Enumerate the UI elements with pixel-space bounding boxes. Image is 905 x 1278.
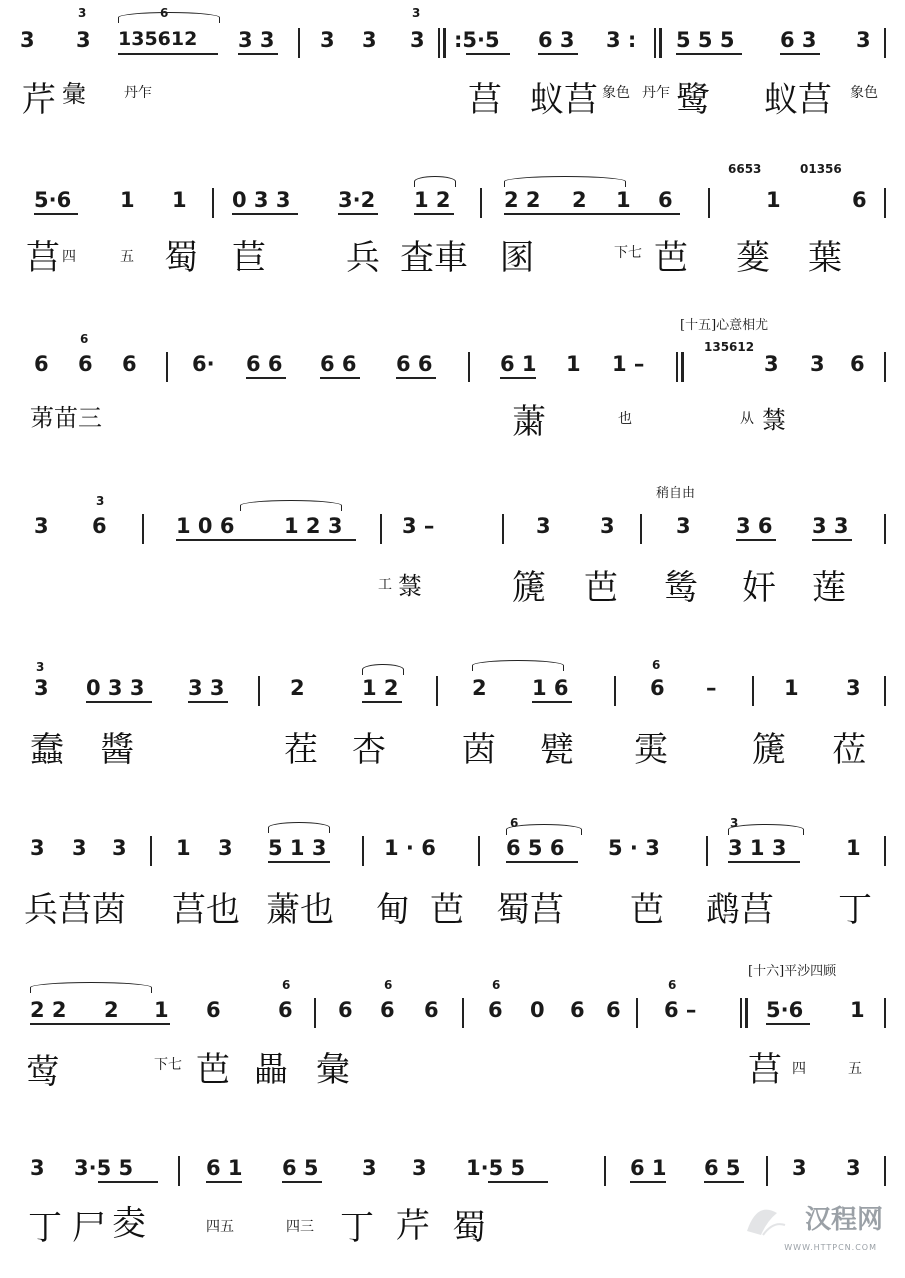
note: 5·6 [34,188,72,212]
jianzi: 莒 [468,80,502,120]
note: 6 1 [630,1156,667,1180]
slur [30,982,152,993]
note: 6 [488,998,503,1022]
note: 1 – [612,352,645,376]
note: 3 [410,28,425,52]
system-7 [0,960,905,1110]
jianzi: 丁 [340,1208,374,1248]
note: 1 0 6 [176,514,235,538]
note: 6 3 [538,28,575,52]
note: 5 5 5 [676,28,735,52]
note: 6 [852,188,867,212]
octave-mark: 6 [80,332,89,346]
note: 6 [92,514,107,538]
note: 6 [338,998,353,1022]
barline [884,1156,886,1186]
note: 2 [472,676,487,700]
slur [506,824,582,835]
note: 6 5 [282,1156,319,1180]
note: 6 [206,998,221,1022]
note: 1 · 6 [384,836,436,860]
barline [884,28,886,58]
barline [884,514,886,544]
note: 2 [572,188,587,212]
note: 1 [850,998,865,1022]
note: 6 1 [206,1156,243,1180]
slur [118,12,220,23]
barline [614,676,616,706]
note: 1 [172,188,187,212]
note: 6 [278,998,293,1022]
jianzi: 莒也 [172,890,240,930]
note: 3 [600,514,615,538]
barline [178,1156,180,1186]
octave-mark: 3 [96,494,105,508]
underline [506,861,578,863]
note: 3 [34,514,49,538]
jianzi: 鹭 [676,80,710,120]
underline [86,701,152,703]
note: 6 [78,352,93,376]
jianzi: 莒 [26,238,60,278]
section-label: [十六]平沙四顾 [748,964,837,979]
note: 2 2 [30,998,67,1022]
jianzi: 兵莒茵 [24,890,126,930]
system-3 [0,314,905,464]
grace-notes: 135612 [704,340,755,354]
jianzi: 莺 [26,1052,60,1092]
underline [188,701,228,703]
underline [338,213,378,215]
jianzi: 丹乍 [124,85,152,101]
jianzi: 蚁莒 [530,80,598,120]
underline [282,1181,322,1183]
barline [468,352,470,382]
underline [414,213,454,215]
jianzi: 茬 [284,730,318,770]
note: 6 – [664,998,697,1022]
barline [298,28,300,58]
underline [176,539,356,541]
grace-notes: 01356 [800,162,842,176]
jianzi: 苐苗三 [30,404,102,432]
barline [478,836,480,866]
jianzi: 彙 [62,80,86,108]
jianzi: 也 [618,411,632,427]
barline [212,188,214,218]
barline [502,514,504,544]
note: 1 [566,352,581,376]
octave-mark: 6 [384,978,393,992]
jianzi: 四 [792,1061,806,1077]
barline [884,676,886,706]
note: 3 [846,1156,861,1180]
grace-mark: 6 [160,6,169,20]
note: 0 [530,998,545,1022]
slur [472,660,564,671]
barline [706,836,708,866]
underline [630,1181,666,1183]
jianzi: 醬 [100,730,134,770]
note: 6 1 [500,352,537,376]
note: 6 [606,998,621,1022]
note: 3 3 [188,676,225,700]
note: 3 : [606,28,637,52]
barline [604,1156,606,1186]
note: 6 [122,352,137,376]
underline [30,1023,170,1025]
note: 6 [850,352,865,376]
note: 1·5 5 [466,1156,526,1180]
note: 2 [290,676,305,700]
note: 6 5 [704,1156,741,1180]
jianzi: 丁 [28,1208,62,1248]
final-double-bar [740,998,742,1028]
barline [640,514,642,544]
barline [142,514,144,544]
barline [480,188,482,218]
jianzi: 芭 [584,568,618,608]
note: 2 [104,998,119,1022]
underline [320,377,360,379]
jianzi: 莒 [748,1050,782,1090]
underline [34,213,78,215]
jianzi: 下七 [154,1057,182,1073]
note: 1 [846,836,861,860]
note: 3·2 [338,188,376,212]
jianzi: 芭 [196,1050,230,1090]
jianzi: 丁 [838,890,872,930]
note: 6 [570,998,585,1022]
jianzi: 兵 [346,238,380,278]
jianzi: 蠢 [30,730,64,770]
note: 3 [846,676,861,700]
jianzi: 篪 [752,730,786,770]
grace-notes: 6653 [728,162,762,176]
slur [504,176,626,187]
note: 3 6 [736,514,773,538]
jianzi: 蜀 [164,238,198,278]
note: 3 [856,28,871,52]
slur [362,664,404,675]
barline [150,836,152,866]
underline [466,53,510,55]
note: 3 [792,1156,807,1180]
underline [488,1181,548,1183]
jianzi: 鹉莒 [706,890,774,930]
jianzi: 象色 [602,85,630,101]
note: – [706,676,717,700]
jianzi: 㯟 [762,406,786,434]
jianzi: 査車 [400,238,468,278]
jianzi: 四三 [286,1219,314,1235]
note: 3 [810,352,825,376]
jianzi: 尸 [72,1208,106,1248]
note: 6 [650,676,665,700]
note: 1 6 [532,676,569,700]
note: 1 2 [362,676,399,700]
note: 3 – [402,514,435,538]
underline [676,53,742,55]
note: 3 [536,514,551,538]
jianzi: 从 [740,411,754,427]
octave-mark: 6 [652,658,661,672]
jianzi: 芭 [654,238,688,278]
note: 3 [34,676,49,700]
barline [362,836,364,866]
note: 1 [616,188,631,212]
system-6 [0,808,905,958]
barline [884,836,886,866]
jianzi: 䔥 [512,402,546,442]
octave-mark: 3 [412,6,421,20]
note: 3 [412,1156,427,1180]
tempo-marking: 稍自由 [656,486,696,501]
underline [118,53,218,55]
jianzi: 畾 [254,1050,288,1090]
note: 3 [76,28,91,52]
underline [238,53,278,55]
underline [246,377,286,379]
octave-mark: 3 [730,816,739,830]
underline [362,701,402,703]
jianzi: 芭 [630,890,664,930]
jianzi: 杏 [352,730,386,770]
underline [206,1181,242,1183]
note: 6 6 [246,352,283,376]
note: 1 [176,836,191,860]
jianzi: 象色 [850,85,878,101]
note: 1 [766,188,781,212]
underline [780,53,820,55]
note: 1 2 [414,188,451,212]
underline [532,701,572,703]
jianzi: 茵 [462,730,496,770]
barline [314,998,316,1028]
note: 2 2 [504,188,541,212]
note: 3 [362,28,377,52]
final-double-bar [676,352,678,382]
jianzi: 蓌 [736,238,770,278]
note: 5 · 3 [608,836,660,860]
system-1 [0,0,905,150]
note: 6· [192,352,215,376]
jianzi: 㯟 [398,572,422,600]
note: 6 6 [320,352,357,376]
octave-mark: 6 [492,978,501,992]
underline [812,539,852,541]
note: 1 2 3 [284,514,343,538]
note: 3 [72,836,87,860]
jianzi: 蚁莒 [764,80,832,120]
jianzi: 彙 [316,1050,350,1090]
underline [396,377,436,379]
jianzi: 䔥也 [266,890,334,930]
octave-mark: 6 [282,978,291,992]
jianzi: 葉 [808,238,842,278]
note: 3 [20,28,35,52]
barline [462,998,464,1028]
barline [636,998,638,1028]
octave-mark: 3 [78,6,87,20]
barline [884,998,886,1028]
system-5 [0,648,905,798]
jianzi: 芭 [430,890,464,930]
note: 6 [380,998,395,1022]
jianzi: 蜀莒 [496,890,564,930]
note: 3 1 3 [728,836,787,860]
note: 6 3 [780,28,817,52]
barline [380,514,382,544]
barline [752,676,754,706]
jianzi: 工 [378,577,392,593]
slur [414,176,456,187]
underline [268,861,330,863]
barline [766,1156,768,1186]
note: 6 5 6 [506,836,565,860]
note: 3 [30,836,45,860]
note: 1 [120,188,135,212]
repeat-end [654,28,656,58]
note: 6 [658,188,673,212]
underline [500,377,536,379]
jianzi: 夌 [112,1204,146,1244]
note: 0 3 3 [232,188,291,212]
watermark-url: WWW.HTTPCN.COM [784,1243,877,1252]
note: 3·5 5 [74,1156,134,1180]
note: 6 [34,352,49,376]
note: :5·5 [454,28,500,52]
section-label: [十五]心意相尤 [680,318,769,333]
jianzi: 下七 [614,245,642,261]
jianzi: 蜀 [452,1208,486,1248]
jianzi: 甸 [376,890,410,930]
jianzi: 芹 [22,80,56,120]
underline [728,861,800,863]
note: 1 [784,676,799,700]
note: 5·6 [766,998,804,1022]
barline [436,676,438,706]
note: 3 [676,514,691,538]
underline [504,213,680,215]
jianzi: 鸶 [664,568,698,608]
octave-mark: 6 [668,978,677,992]
note: 3 [362,1156,377,1180]
note: 3 [764,352,779,376]
note: 3 [30,1156,45,1180]
octave-mark: 3 [36,660,45,674]
note: 0 3 3 [86,676,145,700]
jianzi: 五 [848,1061,862,1077]
jianzi: 芹 [396,1206,430,1246]
barline [884,352,886,382]
underline [98,1181,158,1183]
slur [240,500,342,511]
jianzi: 苣 [232,238,266,278]
jianzi: 雵 [634,730,668,770]
octave-mark: 6 [510,816,519,830]
jianzi: 丹乍 [642,85,670,101]
note: 3 3 [238,28,275,52]
jianzi: 五 [120,249,134,265]
jianzi: 篪 [512,568,546,608]
note: 6 [424,998,439,1022]
underline [766,1023,810,1025]
note: 3 3 [812,514,849,538]
underline [232,213,298,215]
repeat-start [438,28,440,58]
jianzi: 甓 [540,730,574,770]
slur [268,822,330,833]
jianzi: 奸 [742,568,776,608]
note: 3 [218,836,233,860]
barline [884,188,886,218]
underline [736,539,776,541]
jianzi: 圂 [500,238,534,278]
barline [258,676,260,706]
system-2 [0,158,905,308]
note-group: 135612 [118,28,198,50]
note: 3 [112,836,127,860]
underline [704,1181,744,1183]
jianzi: 四五 [206,1219,234,1235]
note: 5 1 3 [268,836,327,860]
jianzi: 莅 [832,730,866,770]
barline [166,352,168,382]
jianzi: 四 [62,249,76,265]
note: 1 [154,998,169,1022]
system-4 [0,482,905,632]
underline [538,53,578,55]
watermark-brand: 汉程网 [804,1205,883,1235]
note: 6 6 [396,352,433,376]
jianzi: 莲 [812,568,846,608]
slur [728,824,804,835]
note: 3 [320,28,335,52]
barline [708,188,710,218]
